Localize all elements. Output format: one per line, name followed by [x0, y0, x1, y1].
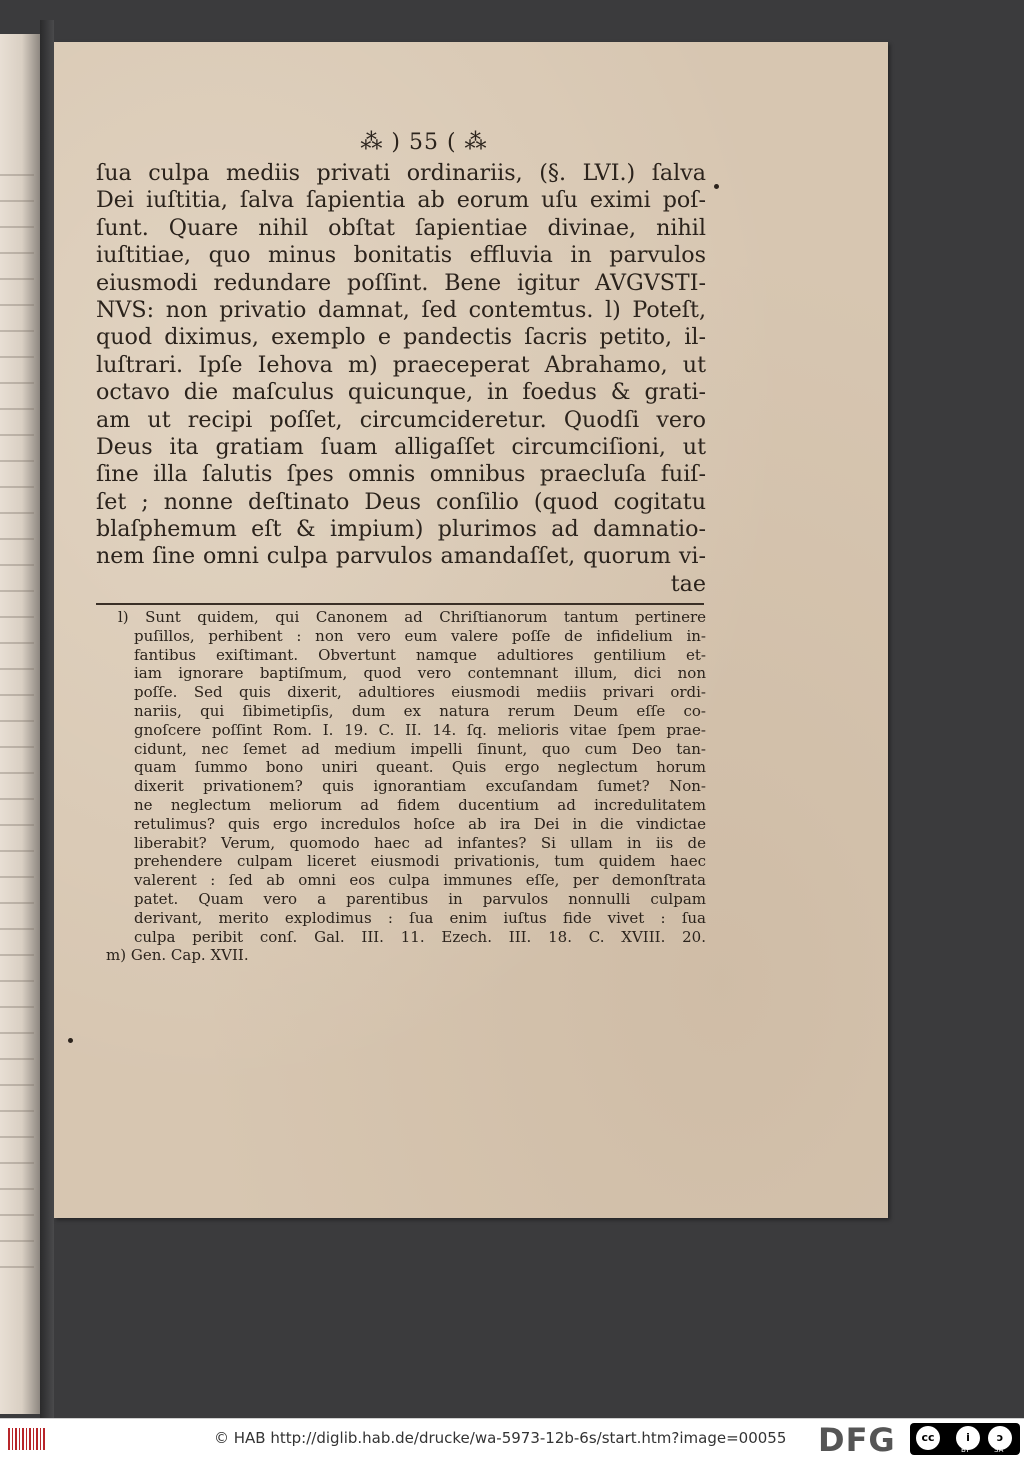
- sa-label: SA: [994, 1446, 1004, 1454]
- margin-dot: [714, 184, 719, 189]
- footnote-line: fantibus exiſtimant. Obvertunt namque adultiores gentilium et-: [134, 645, 706, 664]
- footnote-line: nariis, qui ſibimetipſis, dum ex natura rerum Deum eſſe co-: [134, 701, 706, 720]
- footnote-line: iam ignorare baptiſmum, quod vero contemnant illum, dici non: [134, 664, 706, 683]
- footnote-line: gnoſcere poſſint Rom. I. 19. C. II. 14. ſq. melioris vitae ſpem prae-: [134, 720, 706, 739]
- body-line: ſunt. Quare nihil obſtat ſapientiae divinae, nihil: [96, 214, 706, 241]
- footnote-line: quam ſummo bono uniri queant. Quis ergo neglectum horum: [134, 758, 706, 777]
- cc-license-badge[interactable]: [910, 1423, 1020, 1455]
- footnote-rule: [96, 603, 704, 605]
- body-line: ſine illa ſalutis ſpes omnis omnibus praecluſa fuiſ-: [96, 461, 706, 488]
- footnote-line: valerent : ſed ab omni eos culpa immunes eſſe, per demonſtrata: [134, 871, 706, 890]
- body-line: NVS: non privatio damnat, ſed contemtus. l) Poteſt,: [96, 296, 706, 323]
- viewer-footer: [0, 1418, 1024, 1459]
- body-line: quod diximus, exemplo e pandectis ſacris petito, il-: [96, 324, 706, 351]
- footnote-line: puſillos, perhibent : non vero eum valere poſſe de infidelium in-: [134, 626, 706, 645]
- body-line: eiusmodi redundare poſſint. Bene igitur AVGVSTI-: [96, 269, 706, 296]
- body-text: [96, 160, 706, 598]
- body-line: Dei iuſtitia, ſalva ſapientia ab eorum uſu eximi poſ-: [96, 187, 706, 214]
- footnotes: [106, 608, 706, 965]
- book-spine: [40, 20, 54, 1418]
- body-line: ſet ; nonne deſtinato Deus conſilio (quod cogitatu: [96, 488, 706, 515]
- by-attribution-icon: i: [956, 1426, 980, 1450]
- body-line: octavo die maſculus quicunque, in foedus & grati-: [96, 379, 706, 406]
- footnote-line: retulimus? quis ergo incredulos hoſce ab ira Dei in die vindictae: [134, 814, 706, 833]
- footnote-line: poſſe. Sed quis dixerit, adultiores eiusmodi mediis privari ordi-: [134, 683, 706, 702]
- catchword: tae: [670, 570, 706, 597]
- footnote-line: liberabit? Verum, quomodo haec ad infantes? Si ullam in iis de: [134, 833, 706, 852]
- copyright-url[interactable]: © HAB http://diglib.hab.de/drucke/wa-5973-12b-6s/start.htm?image=00055: [214, 1429, 787, 1447]
- body-line: nem ſine omni culpa parvulos amandaſſet, quorum vi-: [96, 543, 706, 570]
- body-line: am ut recipi poſſet, circumcideretur. Quodſi vero: [96, 406, 706, 433]
- footnote-line: m) Gen. Cap. XVII.: [106, 946, 249, 965]
- book-page: [54, 42, 888, 1218]
- dfg-logo[interactable]: DFG: [818, 1421, 896, 1459]
- footnote-line: l) Sunt quidem, qui Canonem ad Chriſtianorum tantum pertinere: [118, 608, 706, 626]
- body-line: Deus ita gratiam ſuam alligaſſet circumciſioni, ut: [96, 433, 706, 460]
- hab-barcode-logo-icon: [8, 1428, 46, 1450]
- footnote-line: dixerit privationem? quis ignorantiam excuſandam ſumet? Non-: [134, 777, 706, 796]
- cc-icon: cc: [916, 1426, 940, 1450]
- footnote-line: ne neglectum meliorum ad fidem ducentium ad incredulitatem: [134, 795, 706, 814]
- previous-page-edge: [0, 34, 40, 1414]
- body-line: iuſtitiae, quo minus bonitatis effluvia in parvulos: [96, 242, 706, 269]
- page-header: ⁂ ) 55 ( ⁂: [360, 130, 488, 155]
- footnote-line: cidunt, nec ſemet ad medium impelli ſinunt, quo cum Deo tan-: [134, 739, 706, 758]
- body-line: ſua culpa mediis privati ordinariis, (§. LVI.) ſalva: [96, 160, 706, 186]
- footnote-line: prehendere culpam liceret eiusmodi privationis, tum quidem haec: [134, 852, 706, 871]
- margin-dot: [68, 1038, 73, 1043]
- previous-page-text-bleed: [0, 174, 34, 1274]
- body-line: blaſphemum eſt & impium) plurimos ad damnatio-: [96, 516, 706, 543]
- footnote-line: derivant, merito explodimus : ſua enim iuſtus fide vivet : ſua: [134, 908, 706, 927]
- share-alike-icon: ↄ: [988, 1426, 1012, 1450]
- body-line: luſtrari. Ipſe Iehova m) praeceperat Abrahamo, ut: [96, 351, 706, 378]
- footnote-line: culpa peribit conſ. Gal. III. 11. Ezech. III. 18. C. XVIII. 20.: [134, 927, 706, 946]
- by-label: BY: [961, 1446, 970, 1454]
- footnote-line: patet. Quam vero a parentibus in parvulos nonnulli culpam: [134, 889, 706, 908]
